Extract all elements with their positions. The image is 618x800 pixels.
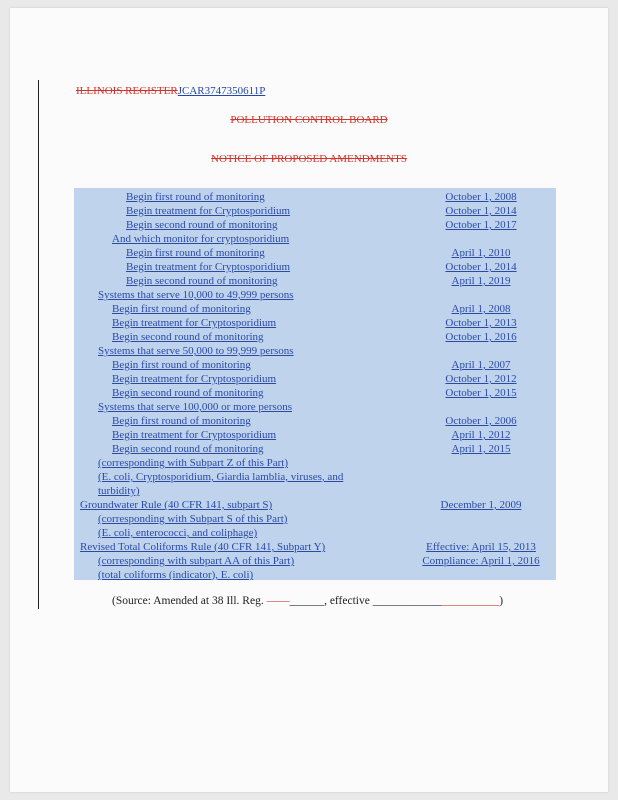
row-date: October 1, 2006	[445, 415, 517, 427]
table-row	[74, 555, 556, 569]
row-date: October 1, 2014	[445, 261, 517, 273]
row-date: October 1, 2017	[445, 219, 517, 231]
row-date: April 1, 2015	[451, 443, 511, 455]
row-date: April 1, 2007	[451, 359, 511, 371]
blank-line: ____________	[372, 595, 442, 607]
table-row	[74, 359, 556, 373]
register-struck-text: ILLINOIS REGISTER	[76, 85, 178, 97]
table-row	[74, 541, 556, 555]
row-label: Begin second round of monitoring	[126, 219, 278, 231]
table-row	[74, 275, 556, 289]
row-label: (E. coli, Cryptosporidium, Giardia lamblia, viruses, and	[98, 471, 344, 483]
table-row	[74, 443, 556, 457]
row-date: April 1, 2008	[451, 303, 511, 315]
table-row	[74, 191, 556, 205]
row-label: Begin first round of monitoring	[112, 359, 251, 371]
row-label: (total coliforms (indicator), E. coli)	[98, 569, 254, 581]
row-label: And which monitor for cryptosporidium	[112, 233, 290, 245]
table-row	[74, 345, 556, 359]
row-label: Begin first round of monitoring	[112, 303, 251, 315]
row-date: April 1, 2019	[451, 275, 511, 287]
row-label: Begin first round of monitoring	[112, 415, 251, 427]
row-label: Begin treatment for Cryptosporidium	[126, 205, 291, 217]
source-note	[112, 595, 503, 607]
row-date: Effective: April 15, 2013	[426, 541, 536, 553]
table-row	[74, 317, 556, 331]
row-label: Groundwater Rule (40 CFR 141, subpart S)	[80, 499, 273, 511]
table-row	[74, 247, 556, 261]
row-label: Begin second round of monitoring	[112, 387, 264, 399]
table-row	[74, 261, 556, 275]
table-row	[74, 233, 556, 247]
table-row	[74, 289, 556, 303]
table-row	[74, 415, 556, 429]
row-date: April 1, 2012	[451, 429, 511, 441]
row-label: Systems that serve 50,000 to 99,999 persons	[98, 345, 294, 357]
register-header	[76, 85, 265, 97]
row-date: October 1, 2014	[445, 205, 517, 217]
row-label: Begin treatment for Cryptosporidium	[112, 429, 277, 441]
table-row	[74, 471, 556, 485]
row-label: Begin treatment for Cryptosporidium	[112, 317, 277, 329]
amendment-table	[74, 188, 556, 580]
table-row	[74, 401, 556, 415]
row-label: (corresponding with Subpart Z of this Part)	[98, 457, 289, 469]
row-label: Revised Total Coliforms Rule (40 CFR 141, Subpart Y)	[80, 541, 326, 553]
table-row	[74, 303, 556, 317]
row-date: April 1, 2010	[451, 247, 511, 259]
table-row	[74, 499, 556, 513]
row-label: (E. coli, enterococci, and coliphage)	[98, 527, 258, 539]
notice-title: NOTICE OF PROPOSED AMENDMENTS	[211, 153, 407, 165]
row-label: Systems that serve 10,000 to 49,999 persons	[98, 289, 294, 301]
row-label: (corresponding with subpart AA of this Part)	[98, 555, 295, 567]
row-date: October 1, 2013	[445, 317, 517, 329]
table-row	[74, 527, 556, 541]
revision-margin-bar-lower	[38, 591, 39, 609]
table-row	[74, 387, 556, 401]
row-label: Begin treatment for Cryptosporidium	[126, 261, 291, 273]
row-label: Begin treatment for Cryptosporidium	[112, 373, 277, 385]
table-row	[74, 429, 556, 443]
table-row	[74, 219, 556, 233]
row-date: Compliance: April 1, 2016	[422, 555, 540, 567]
source-middle: , effective	[324, 595, 370, 607]
row-date: October 1, 2015	[445, 387, 517, 399]
row-date: October 1, 2016	[445, 331, 517, 343]
row-date: October 1, 2008	[445, 191, 517, 203]
row-label: Begin first round of monitoring	[126, 247, 265, 259]
register-id: JCAR3747350611P	[177, 85, 266, 97]
row-label: Begin first round of monitoring	[126, 191, 265, 203]
table-row	[74, 205, 556, 219]
blank-line-red: ——	[266, 595, 290, 607]
table-row	[74, 485, 556, 499]
source-suffix: )	[499, 595, 504, 607]
table-row	[74, 457, 556, 471]
board-title: POLLUTION CONTROL BOARD	[230, 114, 388, 126]
row-label: Systems that serve 100,000 or more persons	[98, 401, 292, 413]
row-label: (corresponding with Subpart S of this Part)	[98, 513, 288, 525]
row-date: October 1, 2012	[445, 373, 517, 385]
table-row	[74, 569, 556, 583]
blank-line: ______	[289, 595, 325, 607]
table-row	[74, 331, 556, 345]
row-label: Begin second round of monitoring	[112, 443, 264, 455]
row-label: turbidity)	[98, 485, 140, 497]
blank-line-red: __________	[441, 595, 500, 607]
table-row	[74, 513, 556, 527]
source-prefix: (Source: Amended at 38 Ill. Reg.	[112, 595, 264, 607]
document-page	[10, 8, 608, 792]
row-label: Begin second round of monitoring	[126, 275, 278, 287]
row-date: December 1, 2009	[440, 499, 522, 511]
table-row	[74, 373, 556, 387]
row-label: Begin second round of monitoring	[112, 331, 264, 343]
